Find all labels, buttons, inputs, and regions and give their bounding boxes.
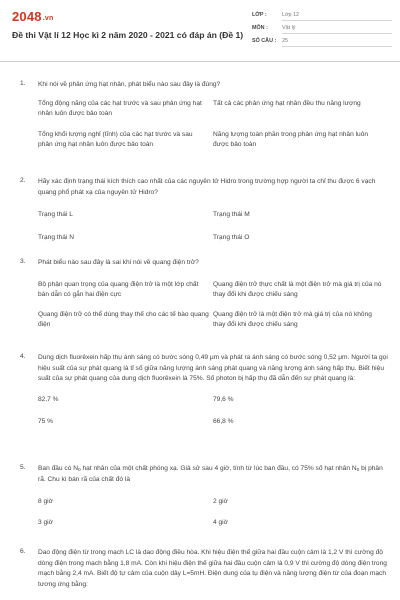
answer-options — [38, 280, 388, 331]
answer-option[interactable]: Quang điện trở thực chất là một điện trở mà giá trị của nó thay đổi khi được chiếu sáng — [213, 280, 382, 298]
answer-option[interactable]: Quang điện trở có thể dùng thay thế cho các tế bào quang điện — [38, 310, 209, 328]
exam-header — [0, 0, 400, 62]
question-text: Hãy xác định trạng thái kích thích cao nhất của các nguyên tử Hidro trong trường hợp người ta chỉ thu được 6 vạch quang phổ phát xạ của nguyên tử Hidro? — [38, 178, 376, 196]
logo-suffix: .vn — [42, 15, 54, 22]
question-number: 4. — [20, 353, 26, 360]
meta-value: 25 — [282, 38, 392, 47]
meta-value: Lớp 12 — [282, 12, 392, 21]
answer-option[interactable]: Trạng thái O — [213, 233, 250, 241]
question-text — [38, 464, 388, 485]
meta-value: Vật lý — [282, 25, 392, 34]
answer-option[interactable]: Trạng thái M — [213, 211, 250, 218]
text-part: bị phân rã. Chu kì bán rã của chất đó là — [38, 465, 383, 483]
text-part: Ban đầu có N — [38, 465, 78, 472]
answer-option[interactable]: Tổng khối lượng nghỉ (tĩnh) của các hạt trước và sau phản ứng hạt nhân luôn được bảo toàn — [38, 130, 193, 148]
question-2 — [0, 177, 400, 258]
subscript: 0 — [77, 468, 81, 473]
meta-key: LỚP : — [252, 12, 267, 18]
question-3 — [0, 258, 400, 353]
answer-option[interactable]: Trạng thái L — [38, 211, 73, 218]
logo-text: 2048 — [12, 9, 42, 24]
meta-row-class — [252, 12, 392, 25]
question-text: Dao động điện từ trong mạch LC là dao động điều hòa. Khi hiệu điện thế giữa hai đầu cuộn cảm là 1,2 V thì cường độ dòng điện trong mạch bằng 1,8 mA. Còn khi hiệu điện thế giữa hai đầu cuộn cảm là 0,9 V thì cường độ dòng điện trong mạch bằng 2,4 mA. Biết độ tự cảm của cuộn dây L=5mH. Điện dung của tụ điện và năng lượng điện từ của đoạn mạch tương ứng bằng: — [38, 549, 387, 588]
answer-option[interactable]: 82,7 % — [38, 395, 59, 403]
answer-options — [38, 497, 388, 528]
meta-key: SỐ CÂU : — [252, 38, 277, 44]
question-number: 1. — [20, 80, 26, 87]
subscript: 0 — [356, 468, 360, 473]
answer-option[interactable]: Bộ phận quan trọng của quang điện trở là một lớp chất bán dẫn có gắn hai điện cực — [38, 280, 199, 298]
question-number: 2. — [20, 177, 26, 184]
header-divider — [0, 61, 400, 62]
answer-option[interactable]: 75 % — [38, 418, 54, 425]
question-6 — [0, 548, 400, 590]
answer-options — [38, 395, 388, 428]
question-4 — [0, 353, 400, 464]
answer-option[interactable]: Năng lượng toàn phần trong phản ứng hạt nhân luôn được bảo toàn — [213, 130, 369, 148]
question-list — [0, 80, 400, 590]
question-text: Dung dịch fluorêxein hấp thụ ánh sáng có bước sóng 0,49 μm và phát ra ánh sáng có bước sóng 0,52 μm. Người ta gọi hiệu suất của sự phát quang là tỉ số giữa năng lượng ánh sáng phát quang và năng lượng ánh sáng hấp thụ. Biết hiệu suất của sự phát quang của dung dịch fluorêxein là 75%. Số photon bị hấp thụ đã dẫn đến sự phát quang là: — [38, 354, 388, 382]
question-number: 6. — [20, 548, 26, 555]
answer-options — [38, 99, 388, 151]
question-number: 5. — [20, 464, 26, 471]
question-5 — [0, 464, 400, 548]
question-number: 3. — [20, 258, 26, 265]
answer-option[interactable]: Tổng động năng của các hạt trước và sau phản ứng hạt nhân luôn được bảo toàn — [38, 99, 202, 117]
answer-option[interactable]: 66,8 % — [213, 418, 234, 425]
answer-options — [38, 210, 388, 243]
text-part: hạt nhân của một chất phóng xạ. Giả sử sau 4 giờ, tính từ lúc ban đầu, có 75% số hạt nhân N — [80, 465, 357, 472]
question-1 — [0, 80, 400, 177]
answer-option[interactable]: Tất cả các phản ứng hạt nhân đều thu năng lượng — [213, 99, 361, 107]
meta-key: MÔN : — [252, 25, 268, 31]
question-text: Phát biểu nào sau đây là sai khi nói về quang điện trở? — [38, 259, 199, 266]
meta-row-subject — [252, 25, 392, 38]
answer-option[interactable]: 79,6 % — [213, 395, 234, 403]
meta-row-count — [252, 38, 392, 51]
answer-option[interactable]: Quang điện trở là một điện trở mà giá trị của nó không thay đổi khi được chiếu sáng — [213, 310, 372, 328]
answer-option[interactable]: 4 giờ — [213, 518, 228, 526]
exam-meta — [252, 12, 392, 51]
exam-title: Đề thi Vật lí 12 Học kì 2 năm 2020 - 2021 có đáp án (Đề 1) — [12, 30, 244, 40]
answer-option[interactable]: 3 giờ — [38, 518, 53, 526]
site-logo[interactable] — [12, 9, 53, 24]
answer-option[interactable]: Trạng thái N — [38, 233, 75, 241]
answer-option[interactable]: 2 giờ — [213, 498, 228, 505]
answer-option[interactable]: 8 giờ — [38, 498, 53, 505]
question-text: Khi nói về phản ứng hạt nhân, phát biểu nào sau đây là đúng? — [38, 81, 221, 88]
